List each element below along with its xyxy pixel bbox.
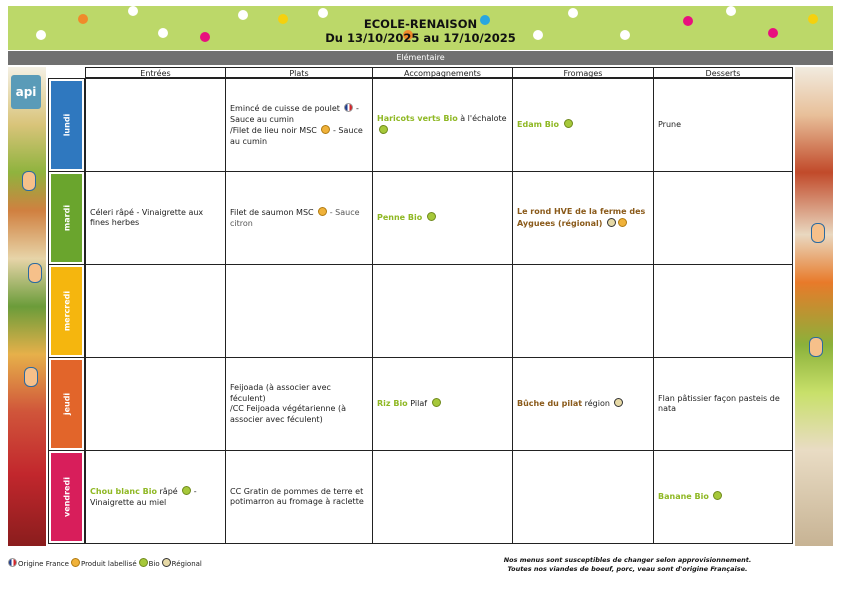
menu-cell [372, 357, 513, 451]
legend-label: Produit labellisé [80, 560, 137, 568]
menu-grid [48, 67, 793, 546]
label-icon [618, 218, 627, 227]
menu-cell [372, 264, 513, 358]
menu-item: Feijoada (à associer avec féculent) [230, 383, 331, 403]
legend-label: Bio [148, 560, 160, 568]
note-line: Nos menus sont susceptibles de changer selon approvisionnement. [503, 556, 752, 564]
left-decorative-strip [8, 67, 46, 546]
day-lundi [48, 78, 85, 172]
confetti-dot [128, 6, 138, 16]
child-illustration-icon [28, 263, 42, 283]
regional-icon [607, 218, 616, 227]
api-logo: api [11, 75, 41, 109]
legend [8, 558, 204, 569]
menu-cell [653, 171, 793, 265]
level-label: Elémentaire [8, 51, 833, 65]
menu-cell [85, 171, 226, 265]
day-label: mercredi [62, 290, 71, 332]
menu-item: Emincé de cuisse de poulet - Sauce au cumin [230, 104, 359, 124]
menu-cell [653, 264, 793, 358]
menu-cell [372, 450, 513, 544]
menu-cell [372, 171, 513, 265]
label-icon [71, 558, 80, 567]
confetti-dot [726, 6, 736, 16]
menu-item: Riz Bio Pilaf [377, 398, 508, 410]
day-vendredi [48, 450, 85, 544]
menu-cell [512, 78, 654, 172]
menu-cell [512, 450, 654, 544]
legend-label: Origine France [18, 560, 69, 568]
menu-cell [512, 357, 654, 451]
legend-item [139, 560, 160, 568]
menu-item: Flan pâtissier façon pasteis de nata [658, 393, 780, 413]
menu-item: /CC Feijoada végétarienne (à associer avec féculent) [230, 404, 347, 424]
column-header: Desserts [653, 67, 793, 78]
regional-icon [162, 558, 171, 567]
france-flag-icon [8, 558, 17, 567]
header-banner [8, 6, 833, 50]
menu-item: Penne Bio [377, 212, 508, 224]
menu-cell [653, 357, 793, 451]
menu-cell [653, 450, 793, 544]
notes [420, 556, 835, 574]
bio-icon [427, 212, 436, 221]
bio-icon [432, 398, 441, 407]
menu-cell [512, 264, 654, 358]
bio-icon [139, 558, 148, 567]
menu-item: Bûche du pilat région [517, 398, 649, 410]
legend-item [8, 560, 69, 568]
menu-cell [85, 264, 226, 358]
bio-icon [182, 486, 191, 495]
label-icon [318, 207, 327, 216]
column-header: Entrées [85, 67, 226, 78]
menu-item: /Filet de lieu noir MSC - Sauce au cumin [230, 126, 363, 146]
day-mercredi [48, 264, 85, 358]
bio-icon [564, 119, 573, 128]
bio-icon [713, 491, 722, 500]
menu-cell [85, 78, 226, 172]
regional-icon [614, 398, 623, 407]
right-decorative-strip [795, 67, 833, 546]
column-header: Accompagnements [372, 67, 513, 78]
menu-item: Haricots verts Bio à l'échalote [377, 114, 508, 136]
menu-cell [225, 450, 373, 544]
child-illustration-icon [811, 223, 825, 243]
menu-item: Banane Bio [658, 491, 788, 503]
menu-cell [372, 78, 513, 172]
day-label: vendredi [62, 477, 71, 517]
day-jeudi [48, 357, 85, 451]
legend-item [71, 560, 137, 568]
day-color-band [51, 453, 82, 541]
menu-item: Filet de saumon MSC - Sauce citron [230, 208, 360, 228]
menu-cell [225, 357, 373, 451]
day-color-band [51, 174, 82, 262]
bio-icon [379, 125, 388, 134]
menu-cell [653, 78, 793, 172]
menu-cell [225, 264, 373, 358]
day-color-band [51, 267, 82, 355]
day-label: lundi [62, 113, 71, 137]
menu-item: Le rond HVE de la ferme des Ayguees (régional) [517, 207, 646, 228]
column-header: Plats [225, 67, 373, 78]
day-label: mardi [62, 204, 71, 232]
menu-item: Céleri râpé - Vinaigrette aux fines herbes [90, 207, 204, 227]
menu-cell [512, 171, 654, 265]
child-illustration-icon [24, 367, 38, 387]
day-mardi [48, 171, 85, 265]
menu-cell [225, 78, 373, 172]
school-title: ECOLE-RENAISON [363, 17, 478, 31]
menu-item: Prune [658, 119, 682, 129]
menu-item: Edam Bio [517, 119, 649, 131]
menu-cell [85, 450, 226, 544]
legend-item [162, 560, 202, 568]
child-illustration-icon [809, 337, 823, 357]
menu-item: Chou blanc Bio râpé - Vinaigrette au miel [90, 487, 197, 507]
day-color-band [51, 360, 82, 448]
column-header: Fromages [512, 67, 654, 78]
menu-cell [85, 357, 226, 451]
day-label: jeudi [62, 392, 71, 416]
menu-cell [225, 171, 373, 265]
child-illustration-icon [22, 171, 36, 191]
legend-label: Régional [171, 560, 202, 568]
date-range: Du 13/10/2025 au 17/10/2025 [325, 31, 516, 45]
menu-item: CC Gratin de pommes de terre et potimarron au fromage à raclette [230, 486, 364, 506]
day-color-band [51, 81, 82, 169]
note-line: Toutes nos viandes de boeuf, porc, veau sont d'origine Française. [507, 565, 748, 573]
